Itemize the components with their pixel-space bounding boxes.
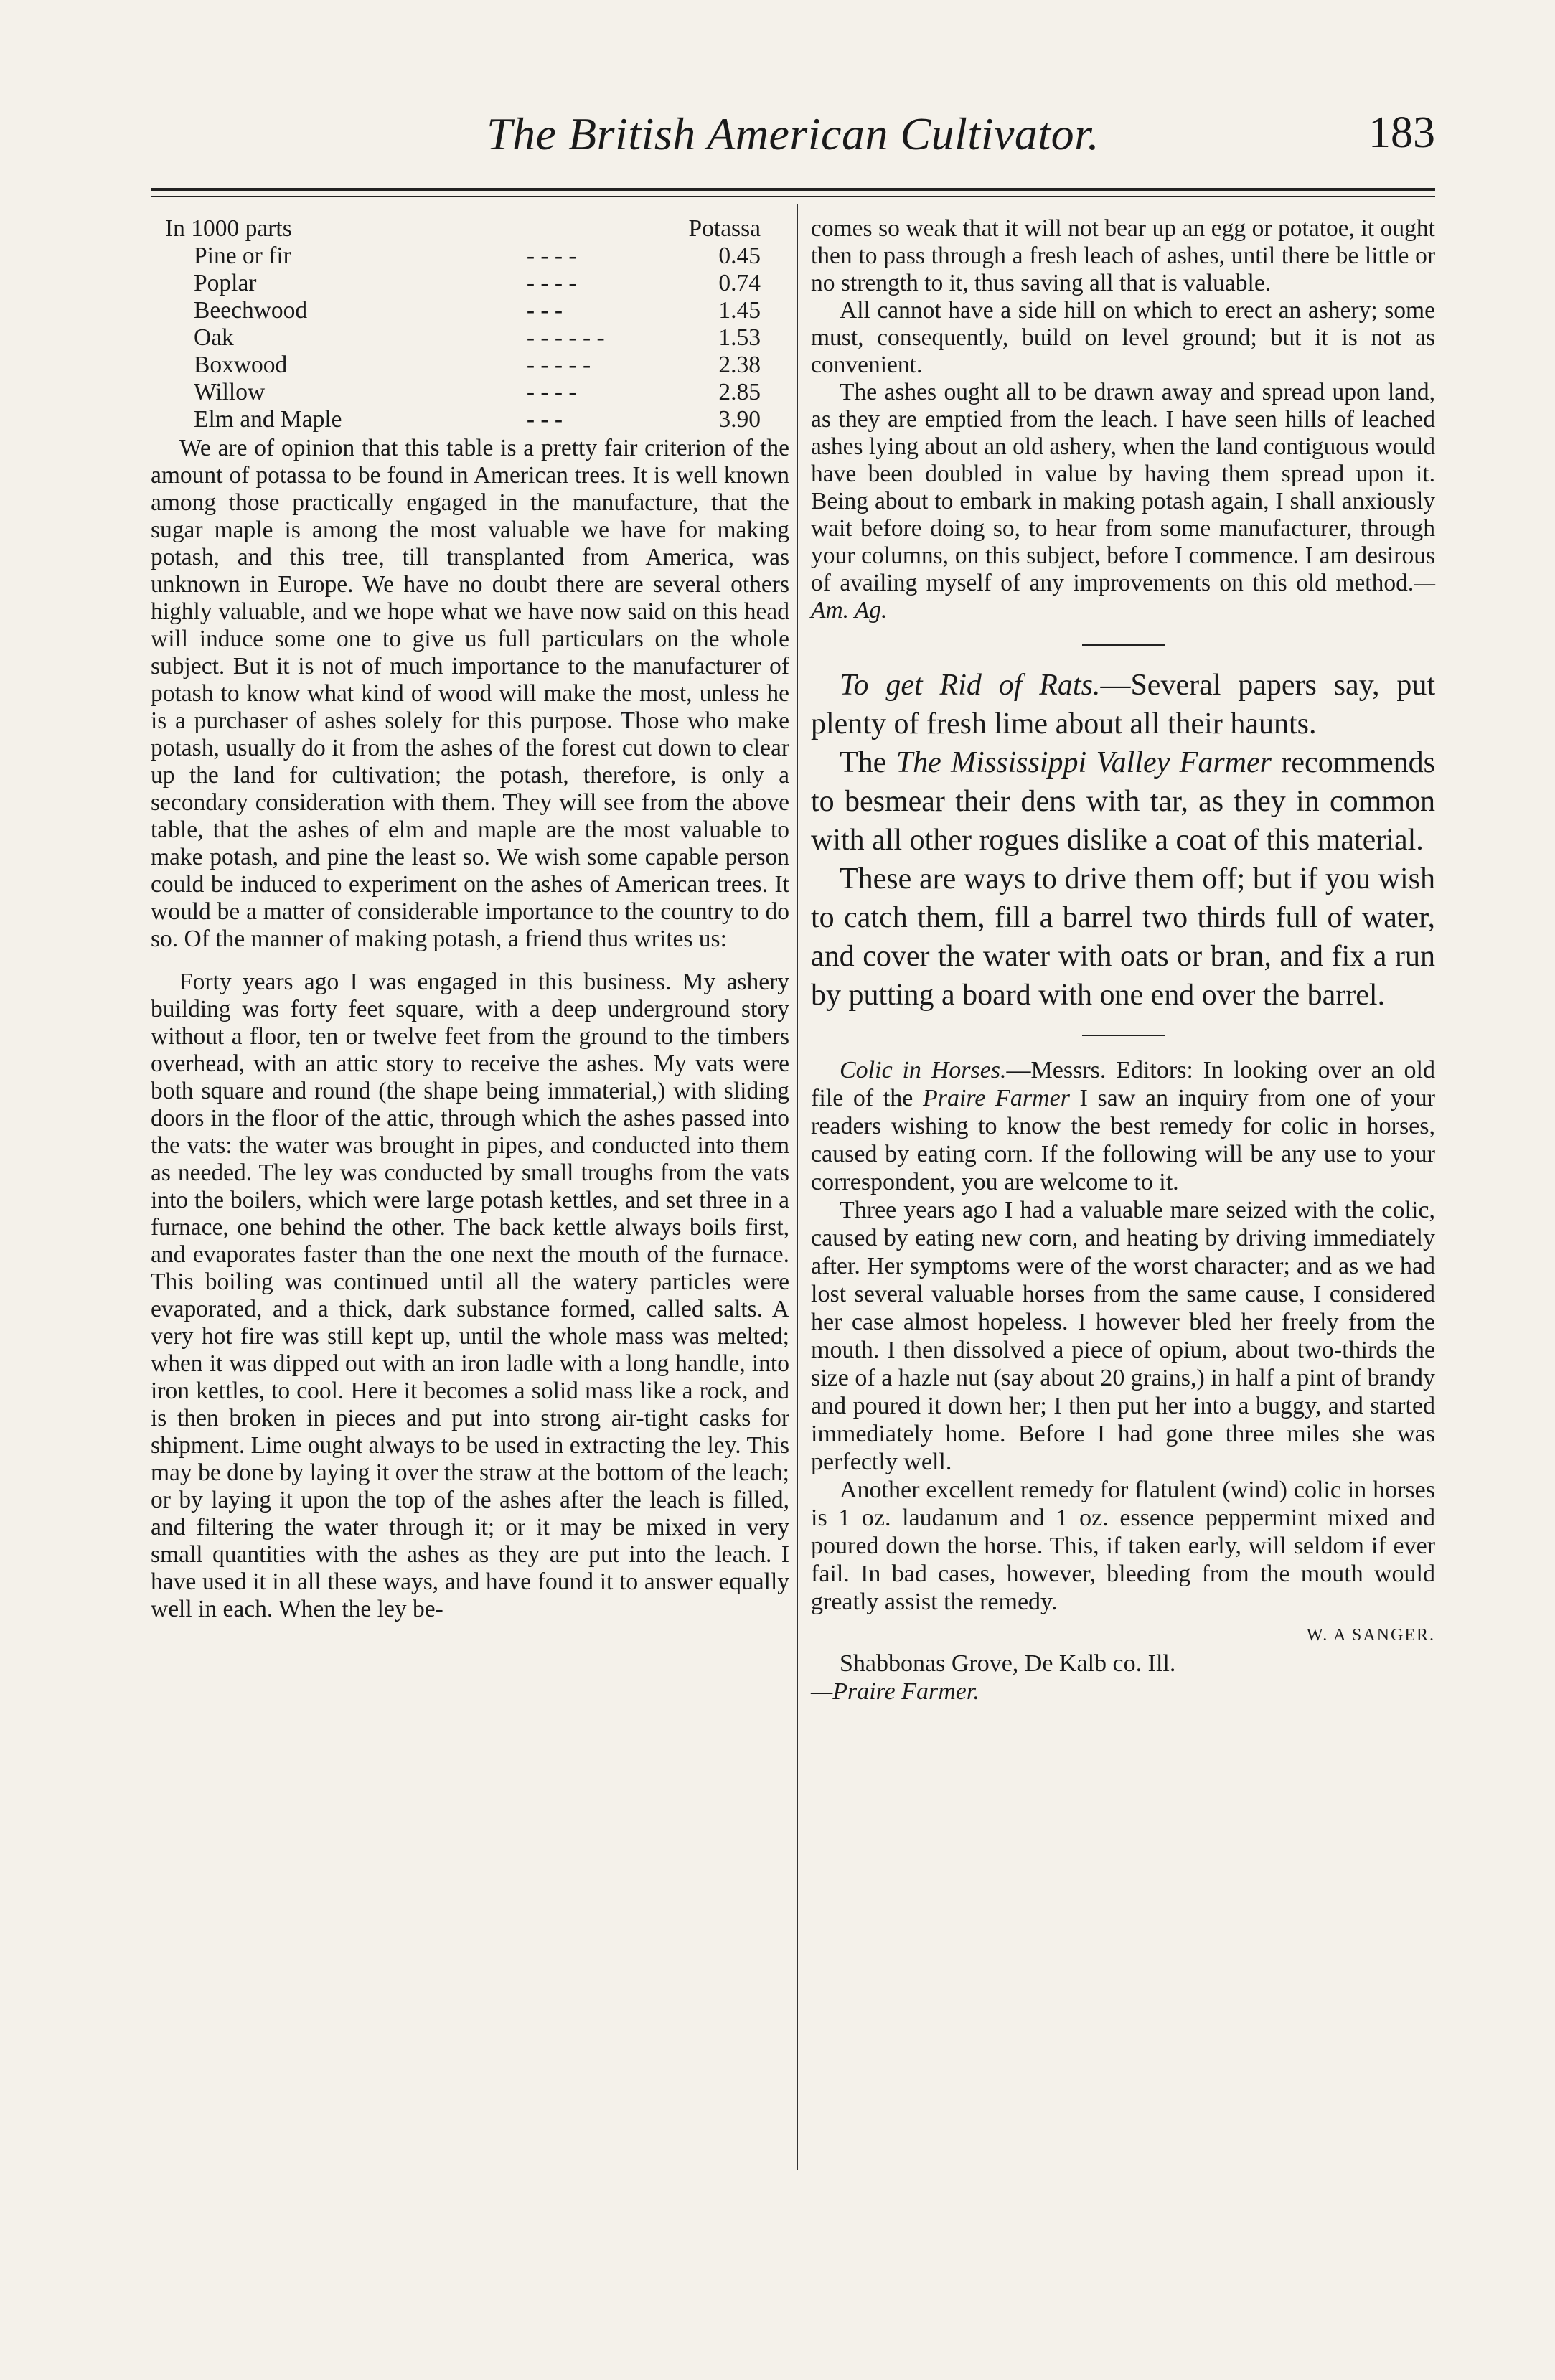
- colic-text: I saw an inquiry from one of your readers wishing to know the best remedy for colic in horses, caused by eating corn. If the following will be any use to your correspondent, you are welcome to it.: [811, 1085, 1435, 1195]
- editorial-paragraph: We are of opinion that this table is a pretty fair criterion of the amount of potassa to be found in American trees. It is well known among those practically engaged in the manufacture, that the sugar maple is among the most valuable we have for making potash, and this tree, till transplanted from America, was unknown in Europe. We have no doubt there are several others highly valuable, and we hope what we have now said on this head will induce some one to give us full particulars on the whole subject. But it is not of much importance to the manufacturer of potash to know what kind of wood will make the most, unless he is a purchaser of ashes solely for this purpose. Those who make potash, usually do it from the ashes of the forest cut down to clear up the land for cultivation; the potash, therefore, is only a secondary consideration with them. They will see from the above table, that the ashes of elm and maple are the most valuable to make potash, and pine the least so. We wish some capable person could be induced to experiment on the ashes of American trees. It would be a matter of considerable importance to the country to do so. Of the manner of making potash, a friend thus writes us:: [151, 435, 789, 952]
- colic-paragraph: [811, 1056, 1435, 1196]
- section-divider: [1082, 644, 1165, 646]
- letter-text: The ashes ought all to be drawn away and spread upon land, as they are emptied from the leach. I have seen hills of leached ashes lying about an old ashery, when the land contiguous would have been doubled in value by having them spread upon it. Being about to embark in making potash again, I shall anxiously wait before doing so, to hear from some manufacturer, through your columns, on this subject, before I commence. I am desirous of availing myself of any improvements on this old method.: [811, 379, 1435, 596]
- wood-name: Oak: [194, 324, 234, 351]
- colic-paragraph: Another excellent remedy for flatulent (wind) colic in horses is 1 oz. laudanum and 1 oz. essence peppermint mixed and poured down the horse. This, if taken early, will seldom if ever fail. In bad cases, however, bleeding from the mouth would greatly assist the remedy.: [811, 1477, 1435, 1615]
- letter-continuation: comes so weak that it will not bear up an egg or potatoe, it ought then to pass through a fresh leach of ashes, until there be little or no strength to it, thus saving all that is valuable.: [811, 215, 1435, 296]
- rats-text: recommends to besmear their dens with tar, as they in common with all other rogues dislike a coat of this material.: [811, 746, 1436, 857]
- rats-paragraph: These are ways to drive them off; but if you wish to catch them, fill a barrel two thirds full of water, and cover the water with oats or bran, and fix a run by putting a board with one end over the barrel.: [811, 862, 1435, 1012]
- potassa-value: 3.90: [718, 406, 761, 433]
- rats-article: [811, 666, 1435, 1015]
- rats-text: —Several papers say, put plenty of fresh lime about all their haunts.: [811, 669, 1436, 740]
- running-title: The British American Cultivator.: [487, 108, 1099, 159]
- potassa-value: 0.74: [718, 270, 761, 296]
- quoted-letter: [151, 969, 789, 1623]
- leader-dots: - - - - - -: [526, 324, 605, 351]
- letter-paragraph: Forty years ago I was engaged in this business. My ashery building was forty feet square, with a deep underground story without a floor, ten or twelve feet from the ground to the timbers overhead, with an attic story to receive the ashes. My vats were both square and round (the shape being immaterial,) with sliding doors in the floor of the attic, through which the ashes passed into the vats: the water was brought in pipes, and conducted into them as needed. The ley was conducted by small troughs from the vats into the boilers, which were large potash kettles, and set three in a furnace, one behind the other. The back kettle always boils first, and evaporates faster than the one next the mouth of the furnace. This boiling was continued until all the watery particles were evaporated, and a thick, dark substance formed, called salts. A very hot fire was still kept up, until the whole mass was melted; when it was dipped out with an iron ladle with a long handle, into iron kettles, to cool. Here it becomes a solid mass like a rock, and is then broken in pieces and put into strong air-tight casks for shipment. Lime ought always to be used in extracting the ley. This may be done by laying it over the straw at the bottom of the leach; or by laying it upon the top of the ashes after the leach is filled, and filtering the water through it; or it may be mixed in very small quantities with the ashes as they are put into the leach. I have used it in all these ways, and have found it to answer equally well in each. When the ley be-: [151, 969, 789, 1622]
- column-divider: [797, 204, 798, 2170]
- potassa-value: 1.53: [718, 324, 761, 351]
- header-rule-thick: [151, 188, 1435, 191]
- rats-source: The Mississippi Valley Farmer: [896, 746, 1272, 779]
- table-row: [165, 270, 789, 297]
- page-header: [151, 108, 1435, 172]
- potassa-table: [165, 215, 789, 433]
- letter-paragraph: All cannot have a side hill on which to erect an ashery; some must, consequently, build on level ground; but it is not as convenient.: [811, 297, 1435, 378]
- table-row: [165, 243, 789, 270]
- wood-name: Pine or fir: [194, 243, 291, 269]
- wood-name: Elm and Maple: [194, 406, 342, 433]
- author-place: Shabbonas Grove, De Kalb co. Ill.: [840, 1650, 1176, 1677]
- colic-title: Colic in Horses.: [840, 1057, 1007, 1083]
- left-column: [151, 215, 789, 1623]
- wood-name: Poplar: [194, 270, 257, 296]
- section-divider: [1082, 1035, 1165, 1036]
- table-heading-parts: In 1000 parts: [165, 215, 292, 242]
- table-row: [165, 352, 789, 379]
- rats-title: To get Rid of Rats.: [840, 669, 1101, 702]
- colic-paragraph: Three years ago I had a valuable mare seized with the colic, caused by eating new corn, and heating by driving immediately after. Her symptoms were of the worst character; and as we had lost several valuable horses from the same cause, I considered her case almost hopeless. I however bled her freely from the mouth. I then dissolved a piece of opium, about two-thirds the size of a hazle nut (say about 20 grains,) in half a pint of brandy and poured it down her; I then put her into a buggy, and started immediately home. Before I had gone three miles she was perfectly well.: [811, 1197, 1435, 1475]
- table-row: [165, 379, 789, 406]
- potassa-value: 0.45: [718, 243, 761, 269]
- rats-text-pre: The: [840, 746, 896, 779]
- potassa-value: 1.45: [718, 297, 761, 324]
- table-heading-potassa: Potassa: [688, 215, 761, 242]
- leader-dots: - - -: [526, 297, 563, 324]
- leader-dots: - - - -: [526, 243, 577, 269]
- table-header-row: [165, 215, 789, 243]
- table-row: [165, 406, 789, 433]
- leader-dots: - - -: [526, 406, 563, 433]
- rats-paragraph: [811, 743, 1435, 860]
- source-credit: —Praire Farmer.: [811, 1678, 979, 1705]
- leader-dots: - - - -: [526, 270, 577, 296]
- potassa-value: 2.85: [718, 379, 761, 405]
- table-row: [165, 297, 789, 324]
- header-rule-thin: [151, 196, 1435, 197]
- page-number: 183: [1368, 108, 1435, 157]
- leader-dots: - - - - -: [526, 352, 591, 378]
- table-row: [165, 324, 789, 352]
- potassa-value: 2.38: [718, 352, 761, 378]
- source-credit: —Am. Ag.: [811, 570, 1435, 624]
- leader-dots: - - - -: [526, 379, 577, 405]
- colic-source: Praire Farmer: [922, 1085, 1070, 1111]
- author-signature: W. A SANGER.: [1306, 1626, 1435, 1645]
- wood-name: Beechwood: [194, 297, 308, 324]
- colic-article: [811, 1056, 1435, 1706]
- rats-paragraph: [811, 666, 1435, 743]
- letter-paragraph: [811, 379, 1435, 624]
- right-column: [811, 215, 1435, 1706]
- colic-text: —Messrs. Editors: In looking over an old file of the: [811, 1057, 1435, 1111]
- wood-name: Boxwood: [194, 352, 288, 378]
- wood-name: Willow: [194, 379, 266, 405]
